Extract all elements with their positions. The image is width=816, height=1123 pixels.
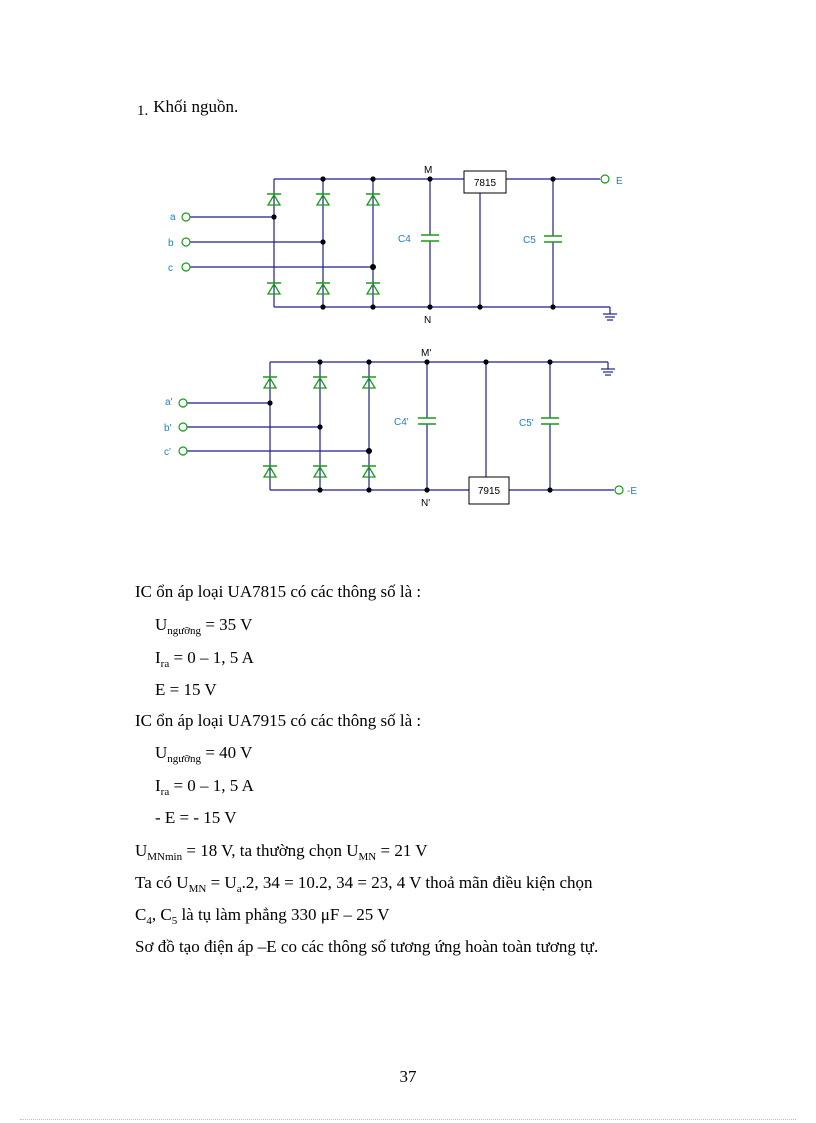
text-line: IC ổn áp loại UA7915 có các thông số là : <box>135 711 422 730</box>
cap-label-c5-prime: C5' <box>519 418 534 429</box>
cap-label-c4: C4 <box>398 234 411 245</box>
text-line: Ta có $U_{MN} = U_a.2$, 34 = 10.2, 34 = 23, 4 V thoả mãn điều kiện chọn <box>135 873 593 895</box>
node-label-n: N <box>424 315 432 326</box>
input-label-a-prime: a' <box>165 397 173 408</box>
text-line: $U_{ngưỡng} = 35$ V <box>155 615 253 637</box>
capacitor-icon <box>418 418 436 424</box>
node-label-m: M <box>424 165 433 176</box>
section-title: Khối nguồn. <box>153 97 239 116</box>
regulator-label: 7815 <box>473 178 497 189</box>
text-line: $I_{ra} = 0 - 1$, 5 A <box>155 648 254 670</box>
page-number: 37 <box>399 1067 417 1086</box>
regulator-label: 7915 <box>477 486 501 497</box>
text-line: E = 15 V <box>155 680 217 699</box>
text-line: IC ổn áp loại UA7815 có các thông số là : <box>135 582 422 601</box>
capacitor-icon <box>421 235 439 241</box>
node-label-m-prime: M' <box>421 348 432 359</box>
input-label-a: a <box>170 212 176 223</box>
text-line: $U_{MNmin} = 18$ V, ta thường chọn $U_{MN} = 21$ V <box>135 841 428 863</box>
cap-label-c4-prime: C4' <box>394 417 409 428</box>
circuit-negative <box>164 348 637 509</box>
input-label-c-prime: c' <box>164 447 171 458</box>
text-line: $U_{ngưỡng} = 40$ V <box>155 743 253 765</box>
output-label-minus-e: -E <box>627 486 637 497</box>
text-line: $I_{ra} = 0 - 1$, 5 A <box>155 776 254 798</box>
text-line: $C_4$, $C_5$ là tụ làm phẳng 330 μF – 25 V <box>135 905 390 927</box>
capacitor-icon <box>541 418 559 424</box>
power-supply-schematic <box>0 0 816 560</box>
capacitor-icon <box>544 236 562 242</box>
text-line: - E = - 15 V <box>155 808 237 827</box>
section-number: 1. <box>137 103 149 119</box>
text-line: Sơ đồ tạo điện áp –E co các thông số tương ứng hoàn toàn tương tự. <box>135 937 599 956</box>
page-bottom-divider <box>20 1119 796 1120</box>
input-label-b-prime: b' <box>164 423 172 434</box>
circuit-positive <box>168 165 623 326</box>
output-label-e: E <box>616 176 623 187</box>
node-label-n-prime: N' <box>421 498 431 509</box>
cap-label-c5: C5 <box>523 235 536 246</box>
input-label-b: b <box>168 238 174 249</box>
input-label-c: c <box>168 263 173 274</box>
